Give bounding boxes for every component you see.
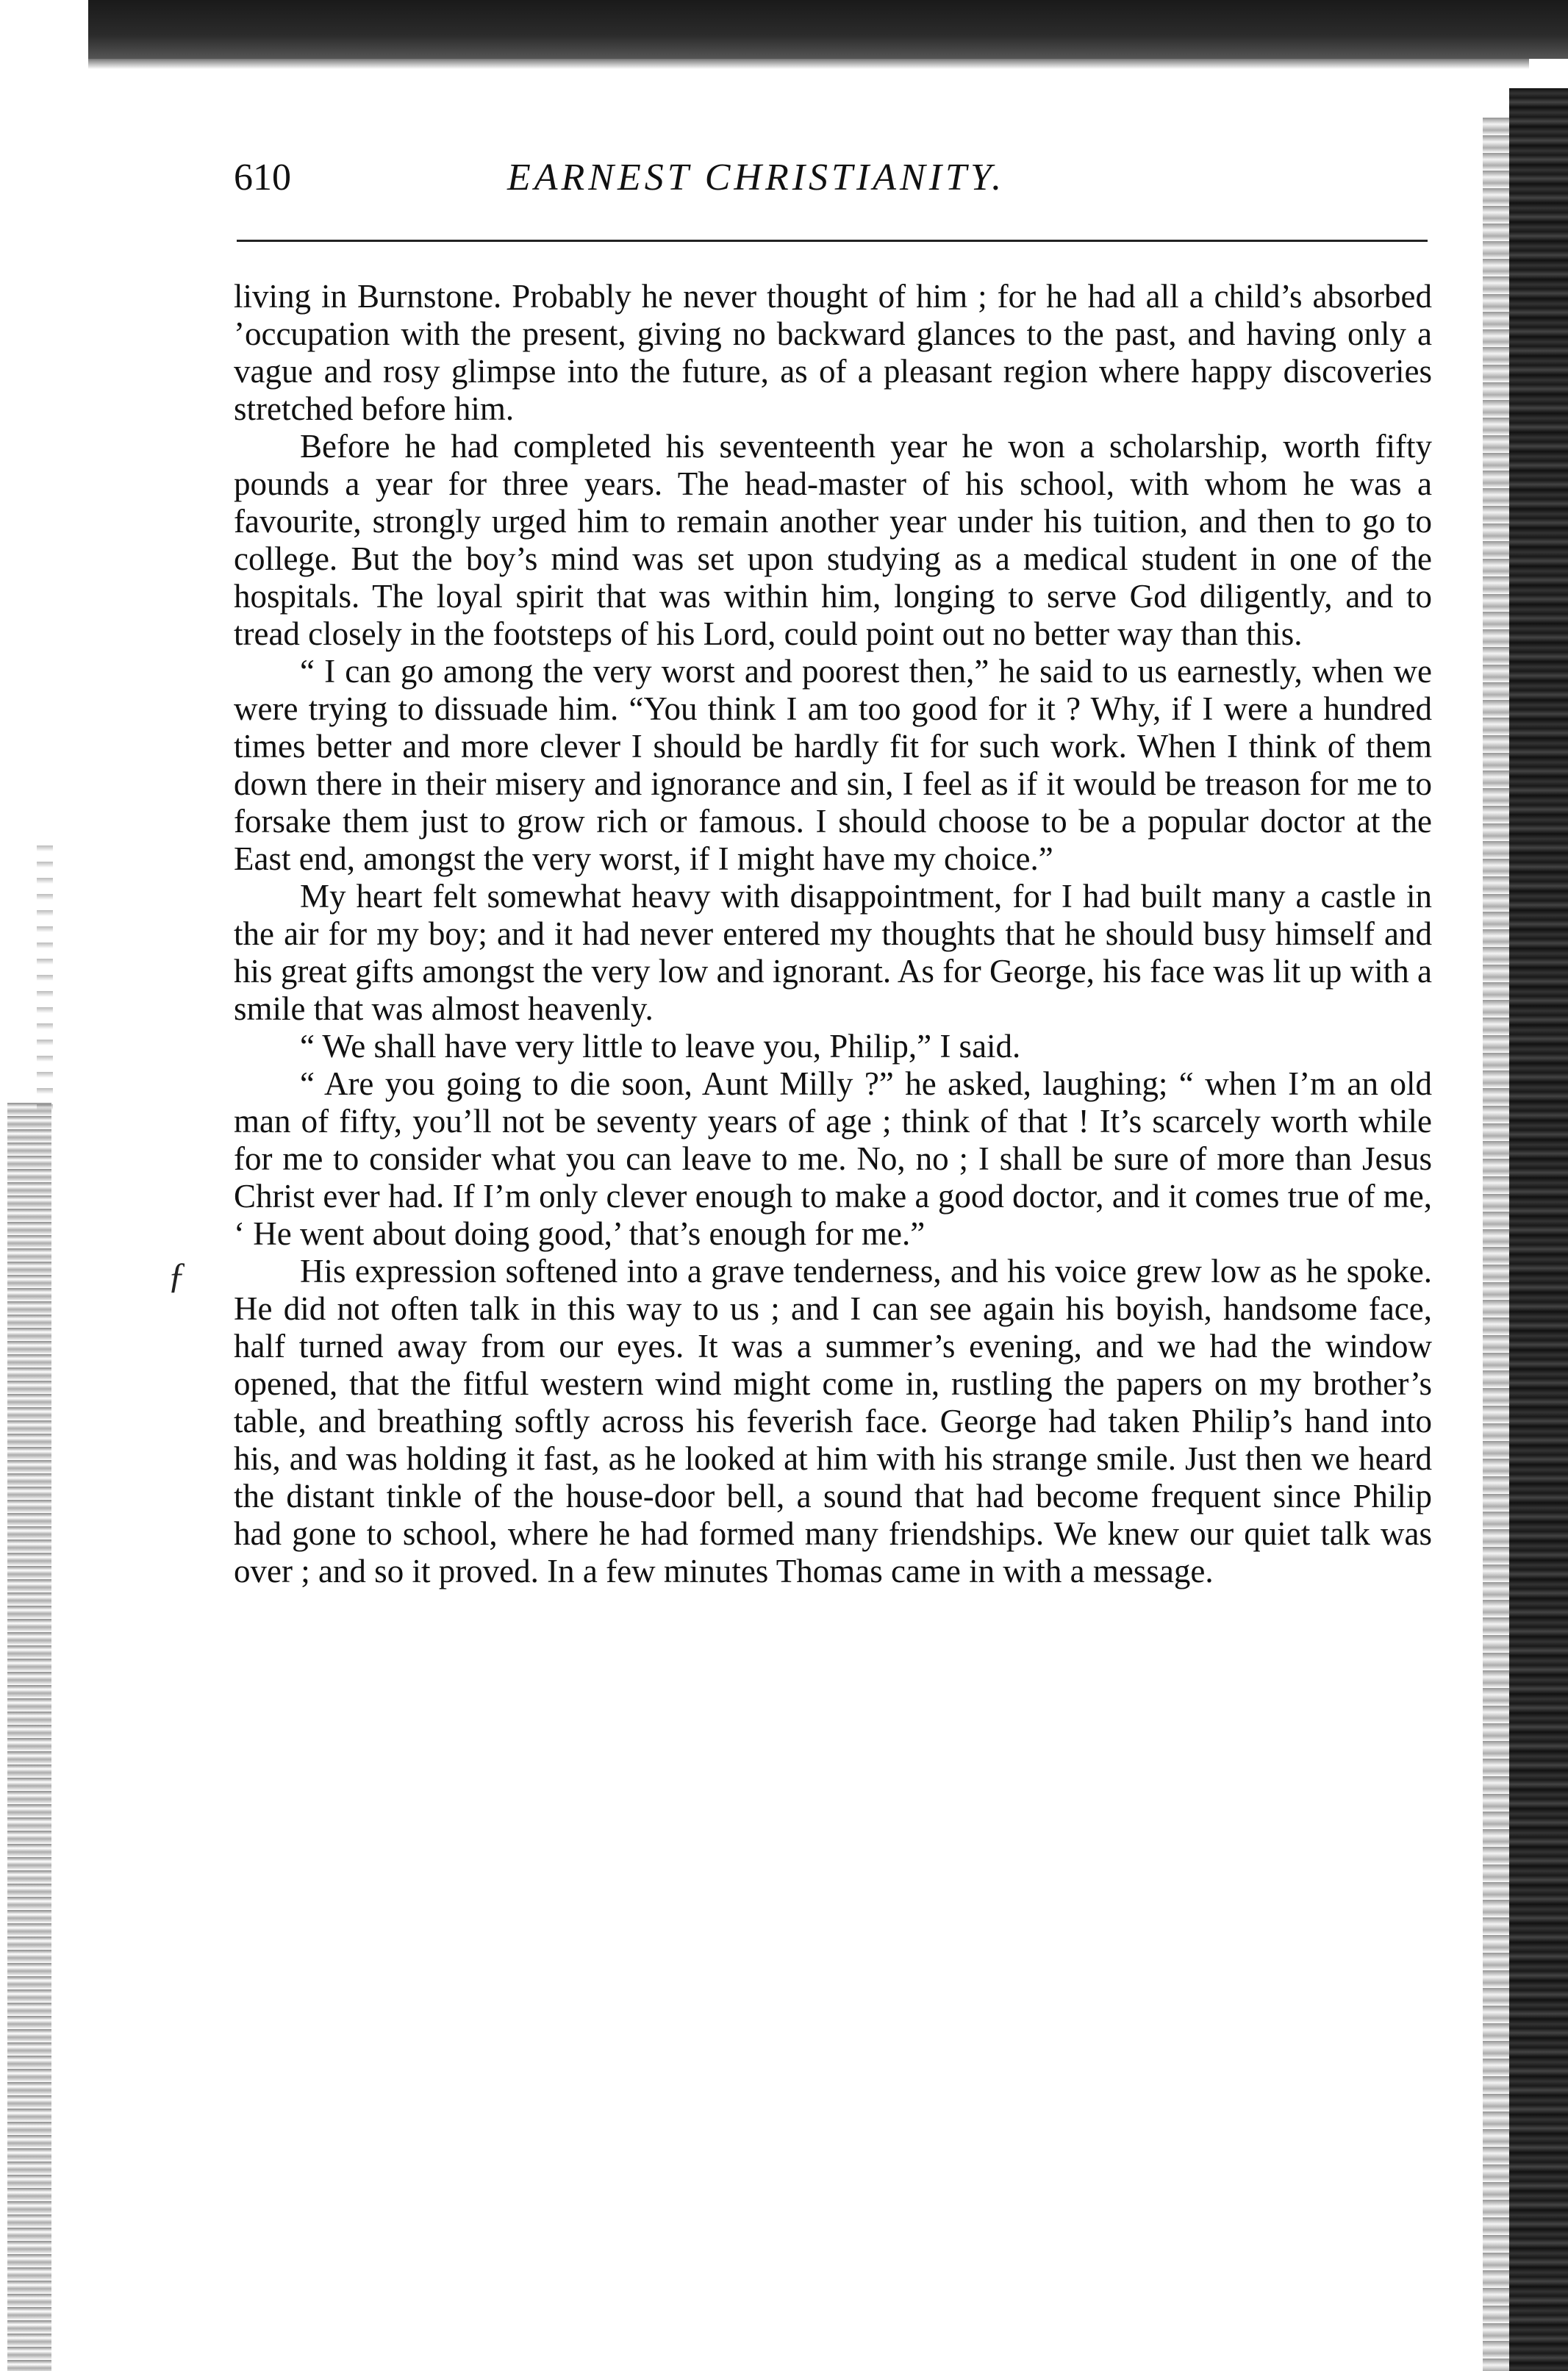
paragraph-5: “ We shall have very little to leave you, Philip,” I said.	[300, 1028, 1021, 1065]
scan-right-edge-texture	[1483, 118, 1509, 2371]
paragraph-2: Before he had completed his seventeenth year he won a scholarship, worth fifty pounds a year for three years. The head-master of his school, with whom he was a favourite, strongly urged him to remain another year under his tuition, and then to go to college. But the boy’s mind was set upon studying as a medical student in one of the hospitals. The loyal spirit that was within him, longing to serve God diligently, and to tread closely in the footsteps of his Lord, could point out no better way than this.	[234, 428, 1432, 652]
scan-top-shadow	[88, 0, 1568, 59]
page-number: 610	[234, 157, 291, 199]
scan-top-fade	[88, 59, 1529, 69]
paragraph-1: living in Burnstone. Probably he never thought of him ; for he had all a child’s absorbed ’occupation with the present, giving no backward glances to the past, and having only a vague and rosy glimpse into the future, as of a pleasant region where happy discoveries stretched before him.	[234, 278, 1432, 427]
body-text	[234, 278, 1432, 1590]
scan-left-edge	[7, 1103, 51, 2371]
paragraph-3: “ I can go among the very worst and poorest then,” he said to us earnestly, when we were trying to dissuade him. “You think I am too good for it ? Why, if I were a hundred times better and more clever I should be hardly fit for such work. When I think of them down there in their misery and ignorance and sin, I feel as if it would be treason for me to forsake them just to grow rich or famous. I should choose to be a popular doctor at the East end, amongst the very worst, if I might have my choice.”	[234, 653, 1432, 877]
paragraph-7: His expression softened into a grave tenderness, and his voice grew low as he spoke. He did not often talk in this way to us ; and I can see again his boyish, handsome face, half turned away from our eyes. It was a summer’s evening, and we had the window opened, that the fitful western wind might come in, rustling the papers on my brother’s table, and breathing softly across his feverish face. George had taken Philip’s hand into his, and was holding it fast, as he looked at him with his strange smile. Just then we heard the distant tinkle of the house-door bell, a sound that had become frequent since Philip had gone to school, where he had formed many friendships. We knew our quiet talk was over ; and so it proved. In a few minutes Thomas came in with a message.	[234, 1253, 1432, 1589]
scan-right-edge	[1509, 88, 1568, 2371]
scan-left-edge-upper	[37, 845, 53, 1110]
margin-mark: ƒ	[168, 1254, 186, 1295]
running-head: EARNEST CHRISTIANITY.	[507, 157, 1006, 199]
paragraph-6: “ Are you going to die soon, Aunt Milly ?” he asked, laughing; “ when I’m an old man of fifty, you’ll not be seventy years of age ; think of that ! It’s scarcely worth while for me to consider what you can leave to me. No, no ; I shall be sure of more than Jesus Christ ever had. If I’m only clever enough to make a good doctor, and it comes true of me, ‘ He went about doing good,’ that’s enough for me.”	[234, 1065, 1432, 1252]
header-rule	[237, 240, 1428, 242]
paragraph-4: My heart felt somewhat heavy with disappointment, for I had built many a castle in the air for my boy; and it had never entered my thoughts that he should busy himself and his great gifts amongst the very low and ignorant. As for George, his face was lit up with a smile that was almost heavenly.	[234, 878, 1432, 1027]
